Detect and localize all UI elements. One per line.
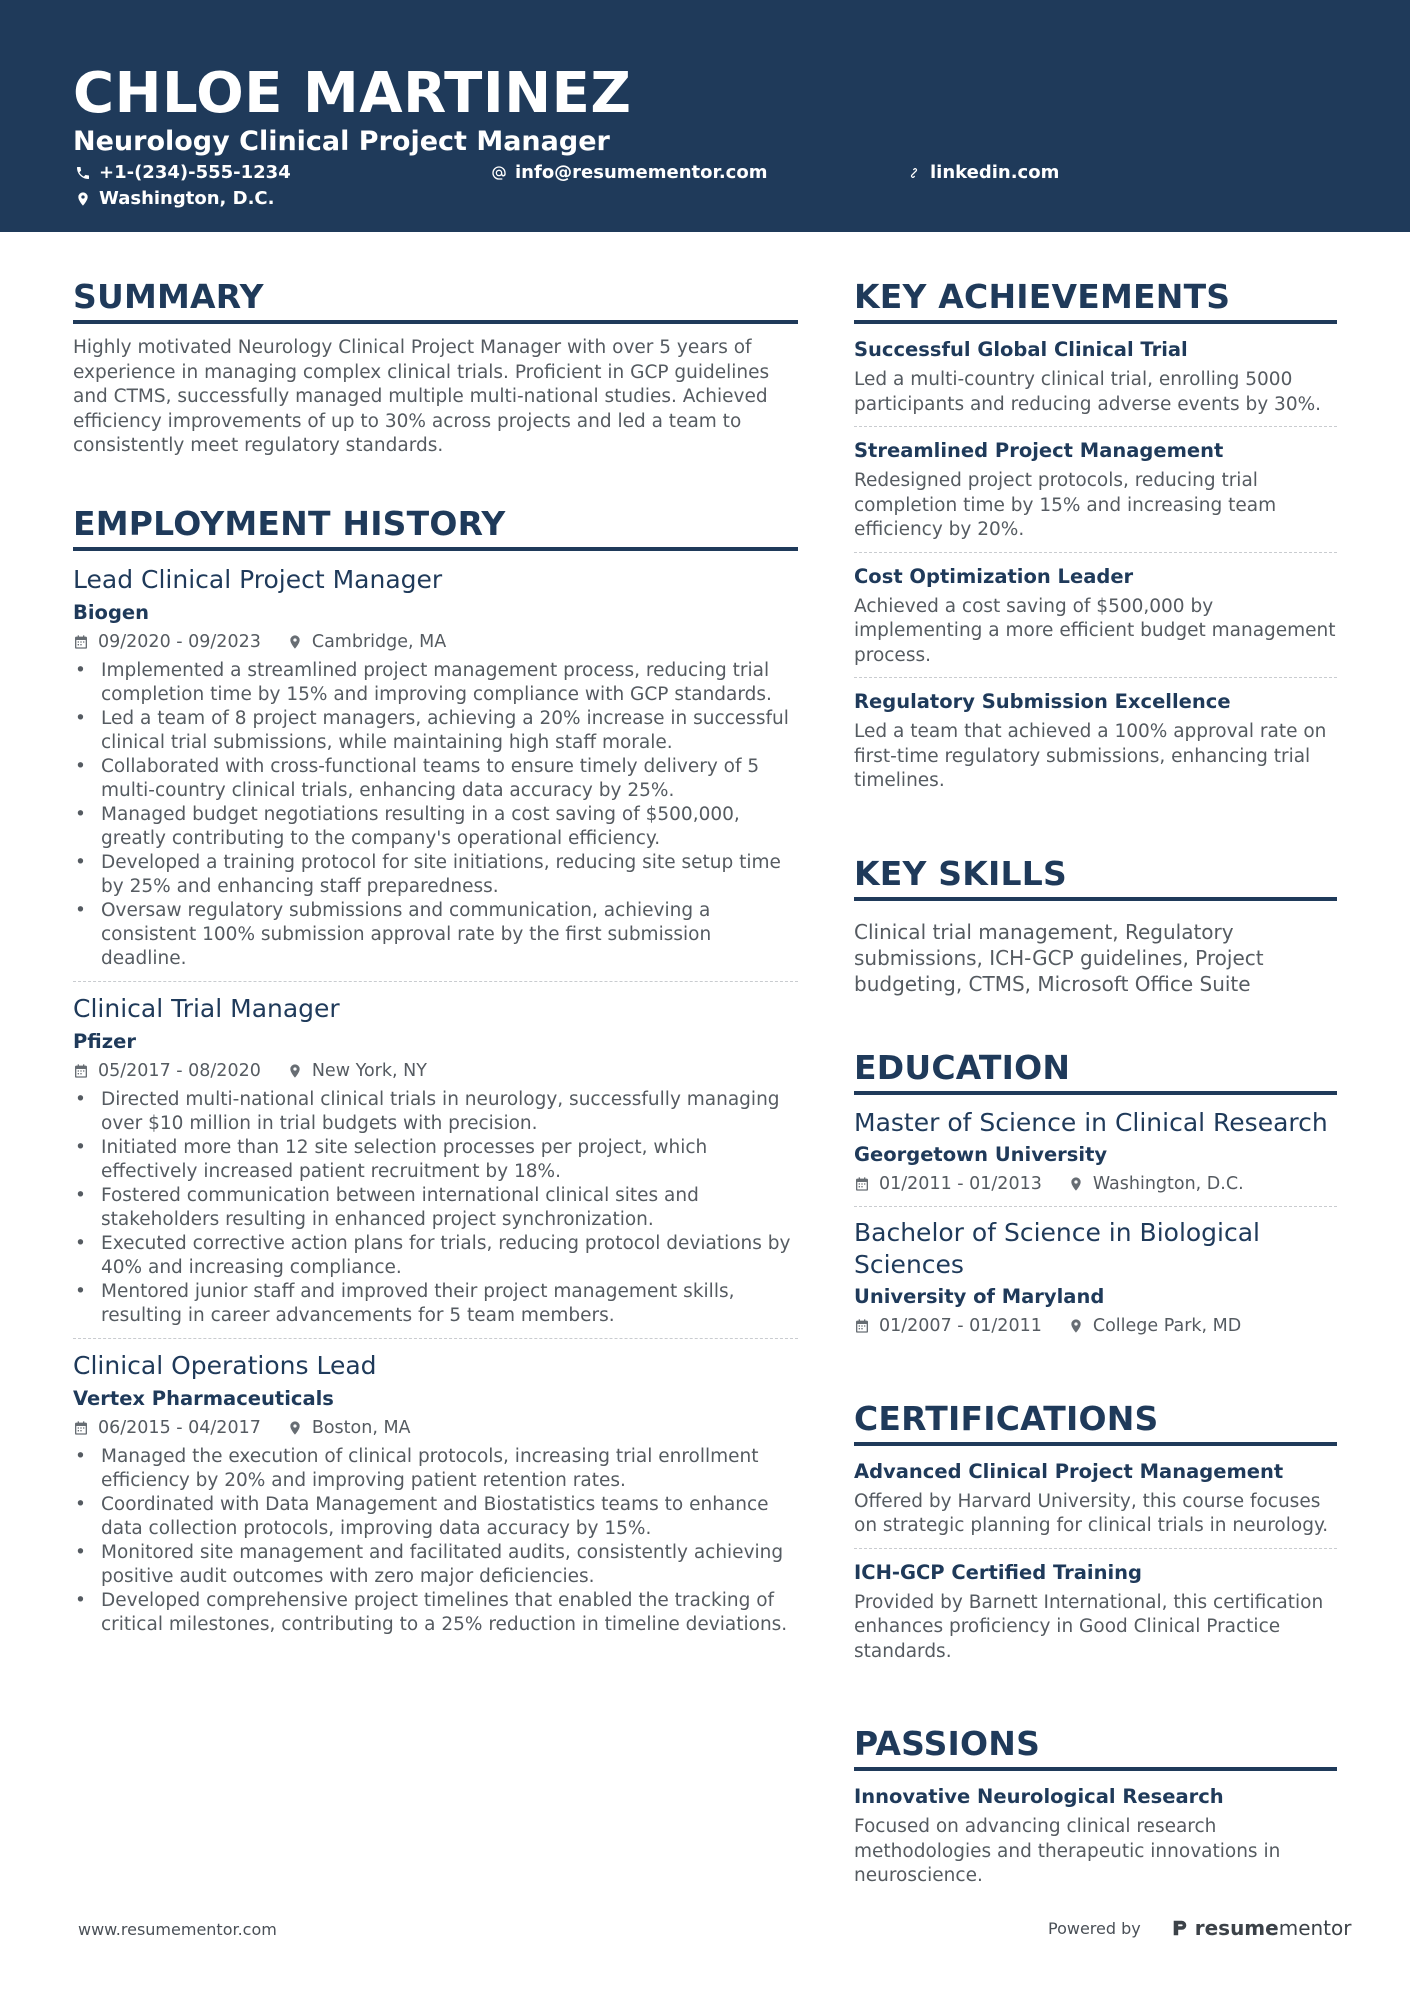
company-name: Pfizer (73, 1029, 136, 1053)
education-location (1068, 1171, 1244, 1197)
contact-email[interactable] (491, 161, 767, 185)
achievement-title: Successful Global Clinical Trial (854, 338, 1188, 361)
left-column (73, 276, 798, 1697)
location-pin-icon (1068, 1318, 1084, 1334)
bullet-item: • Coordinated with Data Management and Biostatistics teams to enhance data collection protocols, improving data accuracy by 15%. (73, 1493, 798, 1541)
achievements-heading: KEY ACHIEVEMENTS (854, 276, 1337, 324)
education-heading: EDUCATION (854, 1047, 1337, 1095)
contact-phone[interactable] (75, 161, 291, 185)
passion-item (854, 1783, 1337, 1898)
achievement-text: Led a team that achieved a 100% approval rate on first-time regulatory submissions, enhancing trial timelines. (854, 721, 1327, 791)
linkedin-text: linkedin.com (930, 162, 1060, 183)
footer-website[interactable]: www.resumementor.com (78, 1920, 277, 1939)
job-dates: 05/2017 - 08/2020 (98, 1060, 261, 1081)
job-bullets (73, 659, 798, 971)
calendar-icon (73, 1063, 89, 1079)
achievement-item (854, 563, 1337, 679)
passions-section (854, 1723, 1337, 1898)
job-location-text: New York, NY (311, 1060, 427, 1081)
right-column (854, 276, 1337, 1948)
job-title: Lead Clinical Project Manager (73, 564, 443, 594)
skills-heading: KEY SKILLS (854, 853, 1337, 901)
skills-text: Clinical trial management, Regulatory submissions, ICH-GCP guidelines, Project budgeting, CTMS, Microsoft Office Suite (854, 919, 1264, 996)
bullet-item: • Led a team of 8 project managers, achieving a 20% increase in successful clinical trial submissions, while maintaining high staff morale. (73, 707, 798, 755)
job-location (287, 1058, 427, 1084)
job-location-text: Boston, MA (311, 1417, 411, 1438)
certification-text: Offered by Harvard University, this course focuses on strategic planning for clinical trials in neurology. (854, 1490, 1329, 1536)
brand-logo[interactable] (1171, 1916, 1352, 1940)
powered-by-label: Powered by (1048, 1918, 1141, 1938)
education-location (1068, 1313, 1241, 1339)
certification-title: ICH-GCP Certified Training (854, 1560, 1142, 1584)
location-pin-icon (75, 191, 91, 207)
achievement-text: Redesigned project protocols, reducing trial completion time by 15% and increasing team efficiency by 20%. (854, 470, 1277, 540)
phone-icon (75, 165, 91, 181)
education-meta (854, 1313, 1337, 1339)
achievement-title: Cost Optimization Leader (854, 564, 1134, 588)
bullet-item: • Monitored site management and facilitated audits, consistently achieving positive audit outcomes with zero major deficiencies. (73, 1541, 798, 1589)
education-location-text: Washington, D.C. (1092, 1173, 1244, 1194)
candidate-name: CHLOE MARTINEZ (73, 61, 632, 126)
brand-name-bold: resume (1194, 1916, 1279, 1940)
bullet-item: • Developed comprehensive project timelines that enabled the tracking of critical milestones, contributing to a 25% reduction in timeline deviations. (73, 1589, 798, 1637)
email-text: info@resumementor.com (515, 162, 768, 183)
job-dates: 09/2020 - 09/2023 (98, 631, 261, 652)
calendar-icon (854, 1318, 870, 1334)
certifications-heading: CERTIFICATIONS (854, 1398, 1337, 1446)
brand-mark-icon (1171, 1919, 1189, 1937)
certification-title: Advanced Clinical Project Management (854, 1459, 1284, 1483)
company-name: Vertex Pharmaceuticals (73, 1386, 334, 1410)
achievement-item (854, 437, 1337, 553)
education-dates: 01/2011 - 01/2013 (879, 1173, 1042, 1194)
contact-linkedin[interactable] (906, 161, 1059, 185)
bullet-item: • Initiated more than 12 site selection processes per project, which effectively increased patient recruitment by 18%. (73, 1136, 798, 1184)
employment-heading: EMPLOYMENT HISTORY (73, 503, 798, 551)
job-entry (73, 563, 798, 982)
job-dates: 06/2015 - 04/2017 (98, 1417, 261, 1438)
bullet-item: • Collaborated with cross-functional teams to ensure timely delivery of 5 multi-country clinical trials, enhancing data accuracy by 25%. (73, 755, 798, 803)
certifications-section (854, 1398, 1337, 1674)
passion-text: Focused on advancing clinical research methodologies and therapeutic innovations in neuroscience. (854, 1816, 1281, 1886)
phone-text: +1-(234)-555-1234 (99, 162, 291, 183)
contact-location (75, 187, 274, 211)
bullet-item: • Directed multi-national clinical trials in neurology, successfully managing over $10 million in trial budgets with precision. (73, 1088, 798, 1136)
job-location-text: Cambridge, MA (311, 631, 447, 652)
bullet-item: • Mentored junior staff and improved their project management skills, resulting in career advancements for 5 team members. (73, 1280, 798, 1328)
calendar-icon (73, 634, 89, 650)
job-location (287, 1415, 411, 1441)
achievement-item (854, 336, 1337, 427)
education-section (854, 1047, 1337, 1348)
location-pin-icon (287, 1420, 303, 1436)
certification-text: Provided by Barnett International, this certification enhances proficiency in Good Clinical Practice standards. (854, 1591, 1324, 1662)
company-name: Biogen (73, 600, 150, 624)
bullet-item: • Oversaw regulatory submissions and communication, achieving a consistent 100% submission approval rate by the first submission deadline. (73, 899, 798, 971)
employment-section (73, 503, 798, 1647)
job-meta (73, 629, 798, 655)
at-icon (491, 165, 507, 181)
job-title: Clinical Operations Lead (73, 1350, 377, 1380)
education-item (854, 1107, 1337, 1207)
summary-section (73, 276, 798, 459)
link-icon (906, 165, 922, 181)
job-bullets (73, 1088, 798, 1328)
location-pin-icon (287, 634, 303, 650)
summary-text: Highly motivated Neurology Clinical Project Manager with over 5 years of experience in managing complex clinical trials. Proficient in GCP guidelines and CTMS, successfully managed multiple multi-national studies. Achieved efficiency improvements of up to 30% across projects and led a team to consistently meet regulatory standards. (73, 337, 770, 456)
location-text: Washington, D.C. (99, 188, 275, 209)
education-dates: 01/2007 - 01/2011 (879, 1315, 1042, 1336)
bullet-item: • Fostered communication between international clinical sites and stakeholders resulting in enhanced project synchronization. (73, 1184, 798, 1232)
job-title: Clinical Trial Manager (73, 993, 340, 1023)
skills-section (854, 853, 1337, 997)
achievement-title: Regulatory Submission Excellence (854, 690, 1231, 713)
certification-item (854, 1458, 1337, 1549)
candidate-title: Neurology Clinical Project Manager (73, 126, 610, 157)
achievements-section (854, 276, 1337, 803)
bullet-item: • Executed corrective action plans for trials, reducing protocol deviations by 40% and increasing compliance. (73, 1232, 798, 1280)
location-pin-icon (1068, 1176, 1084, 1192)
footer-powered-by (1048, 1916, 1351, 1940)
bullet-item: • Managed the execution of clinical protocols, increasing trial enrollment efficiency by 20% and improving patient retention rates. (73, 1445, 798, 1493)
resume-header (0, 0, 1410, 232)
degree-name: Master of Science in Clinical Research (854, 1107, 1328, 1137)
achievement-title: Streamlined Project Management (854, 439, 1224, 462)
bullet-item: • Developed a training protocol for site initiations, reducing site setup time by 25% and enhancing staff preparedness. (73, 851, 798, 899)
education-location-text: College Park, MD (1092, 1315, 1242, 1336)
job-meta (73, 1415, 798, 1441)
achievement-item (854, 688, 1337, 803)
achievement-text: Achieved a cost saving of $500,000 by implementing a more efficient budget management process. (854, 595, 1336, 666)
job-bullets (73, 1445, 798, 1637)
calendar-icon (73, 1420, 89, 1436)
education-item (854, 1217, 1337, 1348)
education-meta (854, 1171, 1337, 1197)
certification-item (854, 1559, 1337, 1674)
passion-title: Innovative Neurological Research (854, 1785, 1224, 1808)
achievement-text: Led a multi-country clinical trial, enrolling 5000 participants and reducing adverse events by 30%. (854, 369, 1322, 415)
job-location (287, 629, 446, 655)
bullet-item: • Implemented a streamlined project management process, reducing trial completion time by 15% and improving compliance with GCP standards. (73, 659, 798, 707)
school-name: University of Maryland (854, 1284, 1105, 1308)
job-entry (73, 1349, 798, 1647)
passions-heading: PASSIONS (854, 1723, 1337, 1771)
school-name: Georgetown University (854, 1142, 1108, 1166)
bullet-item: • Managed budget negotiations resulting in a cost saving of $500,000, greatly contributing to the company's operational efficiency. (73, 803, 798, 851)
job-meta (73, 1058, 798, 1084)
job-entry (73, 992, 798, 1339)
brand-name-light: mentor (1278, 1916, 1352, 1940)
calendar-icon (854, 1176, 870, 1192)
summary-heading: SUMMARY (73, 276, 798, 324)
location-pin-icon (287, 1063, 303, 1079)
degree-name: Bachelor of Science in Biological Sciences (854, 1217, 1261, 1279)
